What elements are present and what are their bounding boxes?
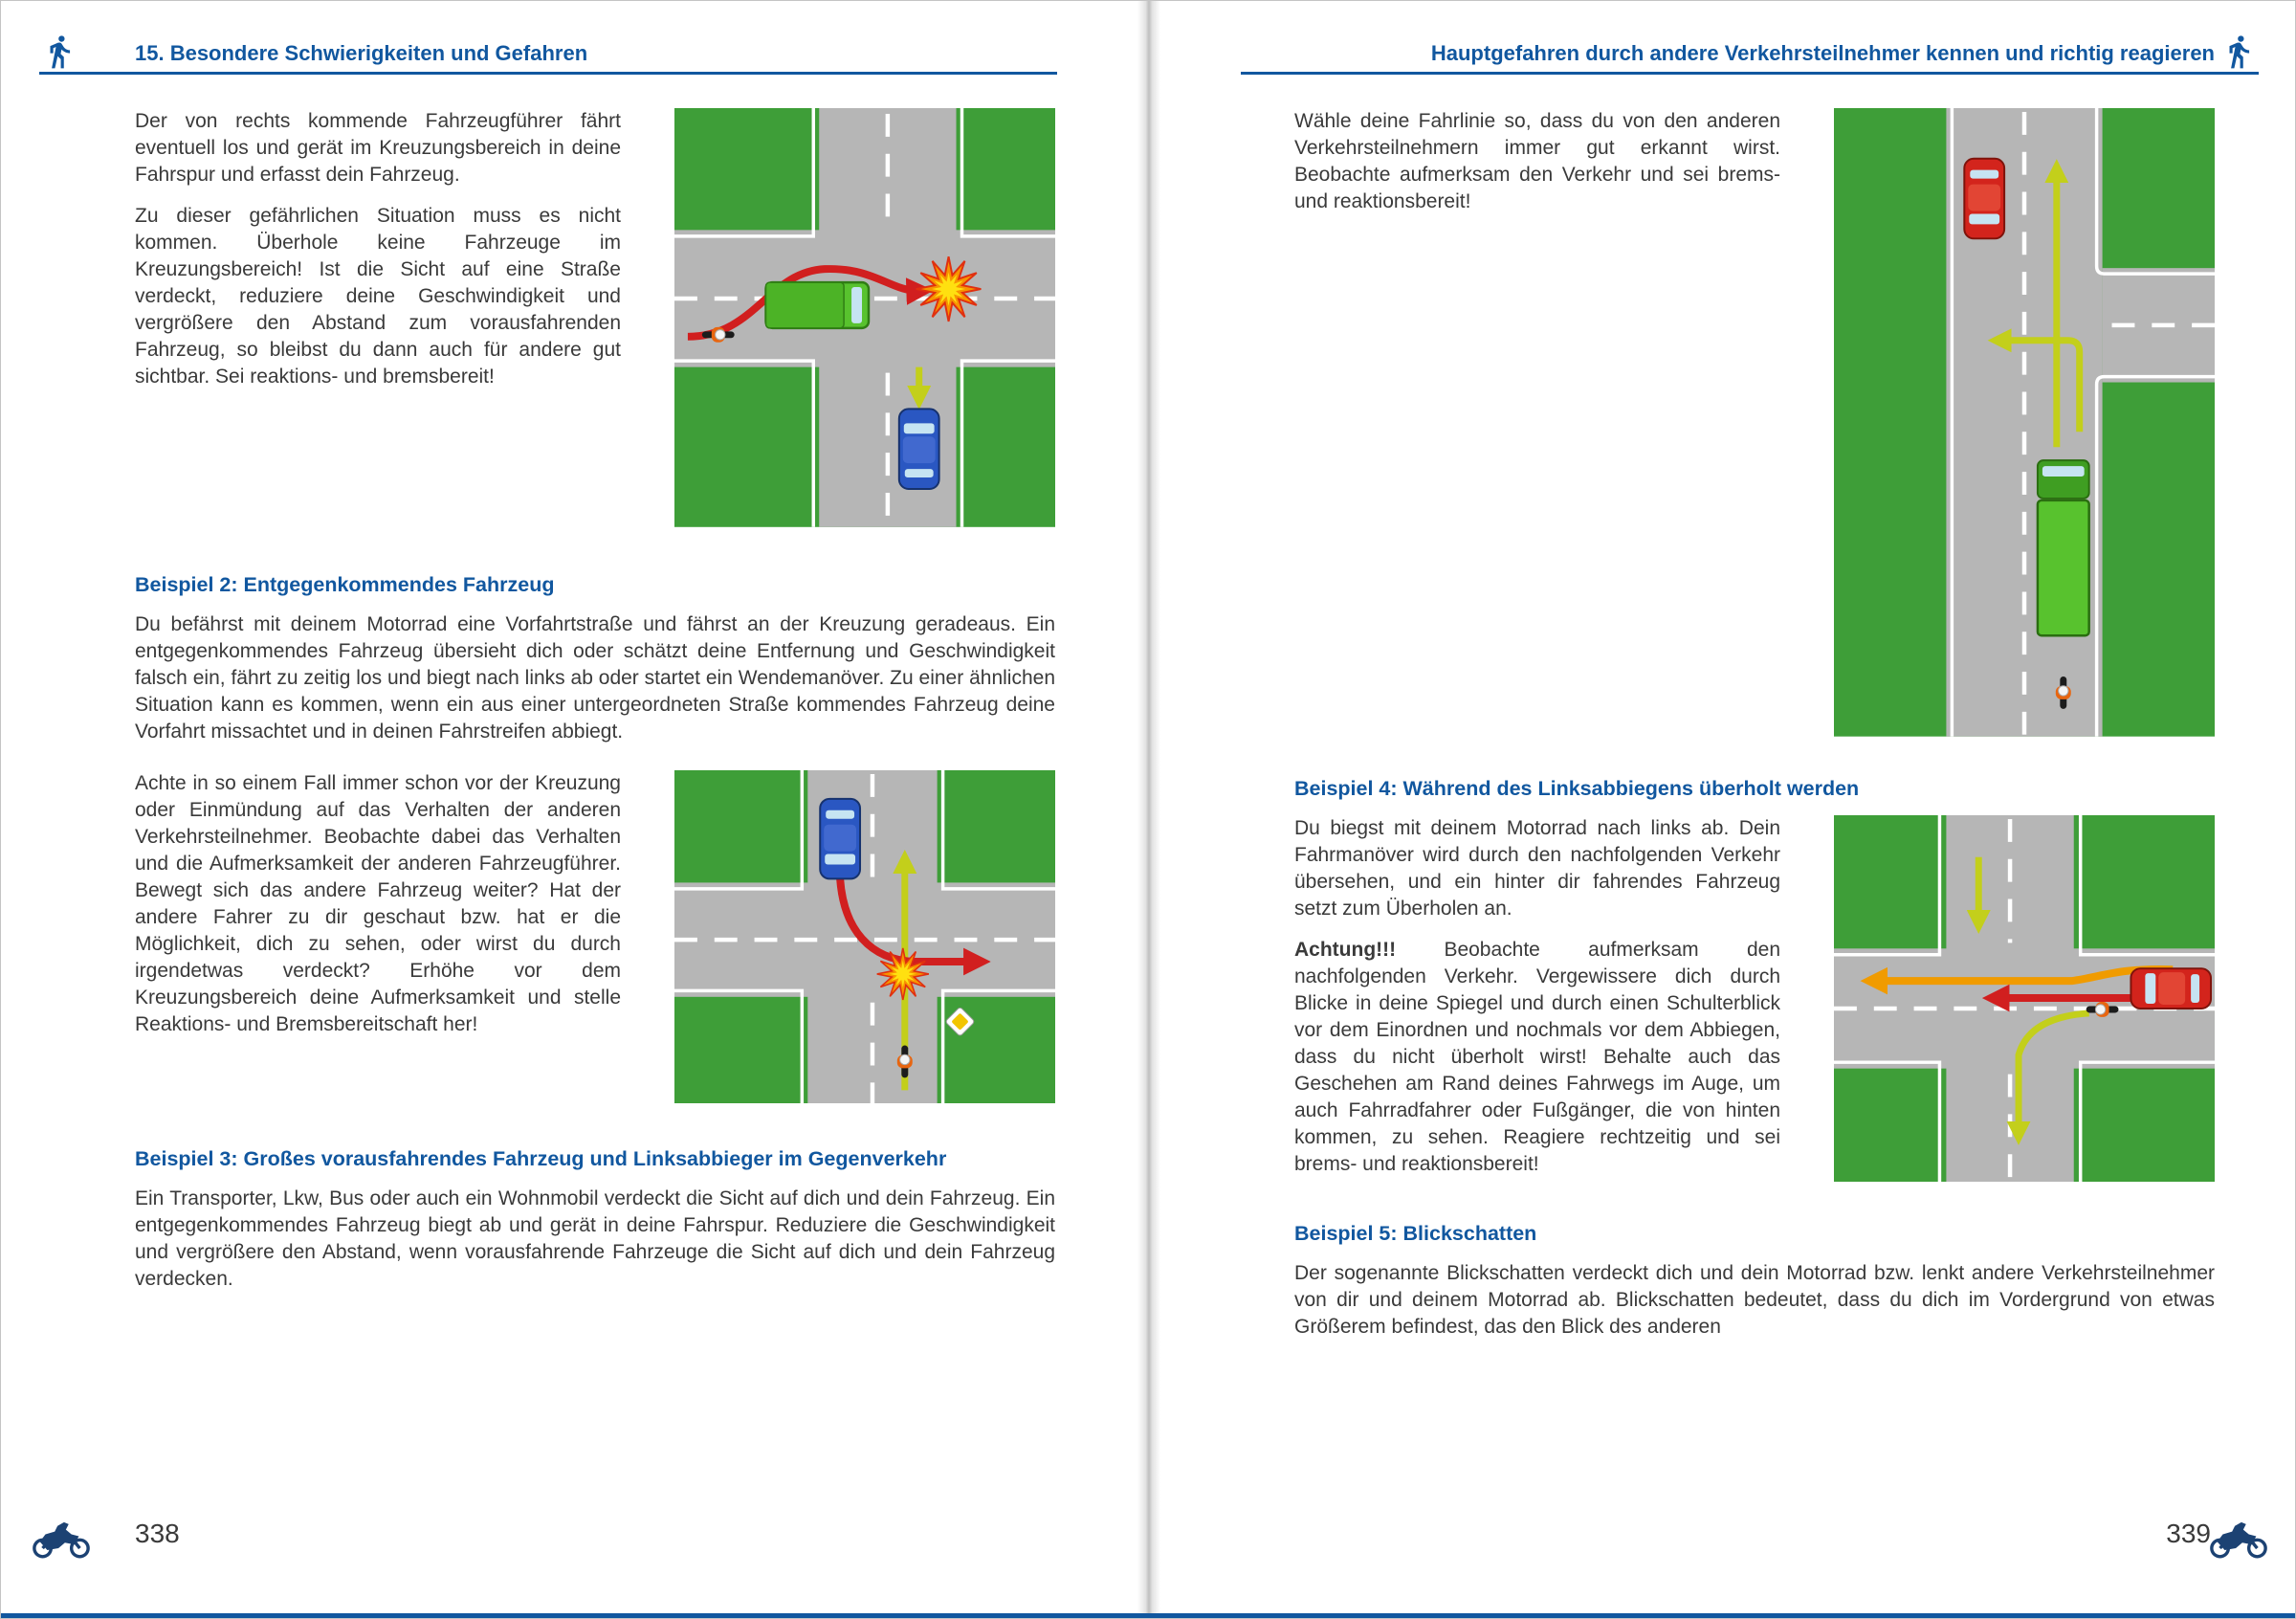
section-example-2 [135,770,1055,1103]
green-van [766,282,869,328]
paragraph: Wähle deine Fahrlinie so, dass du von den anderen Verkehrsteilnehmern immer gut erkannt wirst. Beobachte aufmerksam den Verkehr und sei brems- und reaktionsbereit! [1294,110,1780,212]
warning-label: Achtung!!! [1294,938,1397,961]
paragraph: Ein Transporter, Lkw, Bus oder auch ein Wohnmobil verdeckt die Sicht auf dich und dein Fahrzeug. Ein entgegenkommendes Fahrzeug biegt ab und gerät in deine Fahrspur. Reduziere die Geschwindigkeit und vergrößere den Abstand, wenn vorausfahrende Fahrzeuge die Sicht auf dich und dein Fahrzeug verdecken. [135,1187,1055,1291]
paragraph: Zu dieser gefährlichen Situation muss es nicht kommen. Überhole keine Fahrzeuge im Kreuzungsbereich! Ist die Sicht auf eine Straße verdeckt, reduziere deine Geschwindigkeit und vergrößere den Abstand zum vorausfahrenden Fahrzeug, so bleibst du dann auch für andere gut sichtbar. Sei reaktions- und bremsbereit! [135,205,621,388]
warning-text: Beobachte aufmerksam den nachfolgenden Verkehr. Vergewissere dich durch Blicke in deine Spiegel und durch einen Schulterblick vor dem Einordnen und nochmals vor dem Abbiegen, dass du nicht überholt wirst! Behalte auch das Geschehen am Rand deines Fahrwegs im Auge, um auch Fahrradfahrer oder Fußgänger, die von hinten kommen, zu sehen. Reagiere rechtzeitig und sei brems- und reaktionsbereit! [1294,938,1780,1175]
left-page [1,1,1137,1619]
paragraph: Der von rechts kommende Fahrzeugführer fährt eventuell los und gerät im Kreuzungsbereich in deine Fahrspur und erfasst dein Fahrzeug. [135,110,621,186]
red-car [2130,968,2211,1009]
example-heading-2: Beispiel 2: Entgegenkommendes Fahrzeug [135,572,555,596]
blue-car [820,799,860,879]
example-heading-3: Beispiel 3: Großes vorausfahrendes Fahrzeug und Linksabbieger im Gegenverkehr [135,1147,947,1171]
example-heading-4: Beispiel 4: Während des Linksabbiegens überholt werden [1294,776,1860,800]
intersection-diagram-4 [1834,815,2215,1182]
motorcycle-glyph [34,1522,88,1557]
section-example-4 [1294,815,2215,1182]
section-intro [135,108,1055,527]
pedestrian-icon [41,33,77,70]
intersection-diagram-1 [674,108,1055,527]
figure-road-driving-line [1834,108,2215,737]
paragraph: Du biegst mit deinem Motorrad nach links ab. Dein Fahrmanöver wird durch den nachfolgenden Verkehr übersehen, und ein hinter dir fahrendes Fahrzeug setzt zum Überholen an. [1294,816,1780,920]
figure-left-turn-overtaken [1834,815,2215,1182]
text-column [1294,815,1780,1178]
paragraph: Achte in so einem Fall immer schon vor der Kreuzung oder Einmündung auf das Verhalten der anderen Verkehrsteilnehmer. Beobachte dabei das Verhalten und die Aufmerksamkeit der anderen Fahrzeugführer. Bewegt sich das andere Fahrzeug weiter? Hat der andere Fahrer zu dir geschaut bzw. hat er die Möglichkeit, dich zu sehen, oder wirst du durch irgendetwas verdeckt? Erhöhe vor dem Kreuzungsbereich deine Aufmerksamkeit und stelle Reaktions- und Bremsbereitschaft her! [135,771,621,1035]
motorcycle-glyph [2212,1522,2265,1557]
intersection-diagram-2 [674,770,1055,1103]
section-header: Hauptgefahren durch andere Verkehrsteilnehmer kennen und richtig reagieren [1430,41,2215,65]
motorcycle-icon [30,1519,93,1561]
left-page-content [135,108,1055,1293]
text-column [135,770,621,1038]
figure-intersection-crash-2 [674,770,1055,1103]
text-column [1294,108,1780,215]
header-rule [39,72,1057,75]
right-page [1160,1,2296,1619]
paragraph: Du befährst mit deinem Motorrad eine Vorfahrtstraße und fährst an der Kreuzung geradeaus. Ein entgegenkommendes Fahrzeug übersieht dich oder schätzt deine Entfernung und Geschwindigkeit falsch ein, fährt zu zeitig los und biegt nach links ab oder startet ein Wendemanöver. Zu einer ähnlichen Situation kann es kommen, wenn ein aus einer untergeordneten Straße kommendes Fahrzeug deine Vorfahrt missachtet und in deinen Fahrstreifen abbiegt. [135,612,1055,743]
example-heading-5: Beispiel 5: Blickschatten [1294,1221,1537,1245]
paragraph-warning [1294,937,1780,1178]
figure-intersection-crash-1 [674,108,1055,527]
right-page-content [1294,108,2215,1341]
road-diagram-3 [1834,108,2215,737]
blue-car [899,409,939,489]
page-gutter [1137,1,1160,1618]
paragraph: Der sogenannte Blickschatten verdeckt dich und dein Motorrad bzw. lenkt andere Verkehrsteilnehmer von dir und deinem Motorrad ab. Blickschatten bedeutet, dass du dich im Vordergrund von etwas Größerem befindest, das den Blick des anderen [1294,1261,2215,1338]
section-intro [1294,108,2215,737]
page-number: 338 [135,1519,180,1548]
bottom-rule [1,1613,2295,1618]
pedestrian-icon [2220,33,2257,70]
green-truck [2038,460,2089,635]
header-rule [1241,72,2259,75]
text-column [135,108,621,390]
chapter-header: 15. Besondere Schwierigkeiten und Gefahren [135,41,588,65]
page-number: 339 [2166,1519,2211,1548]
red-car [1964,159,2004,239]
motorcycle-icon [2207,1519,2270,1561]
